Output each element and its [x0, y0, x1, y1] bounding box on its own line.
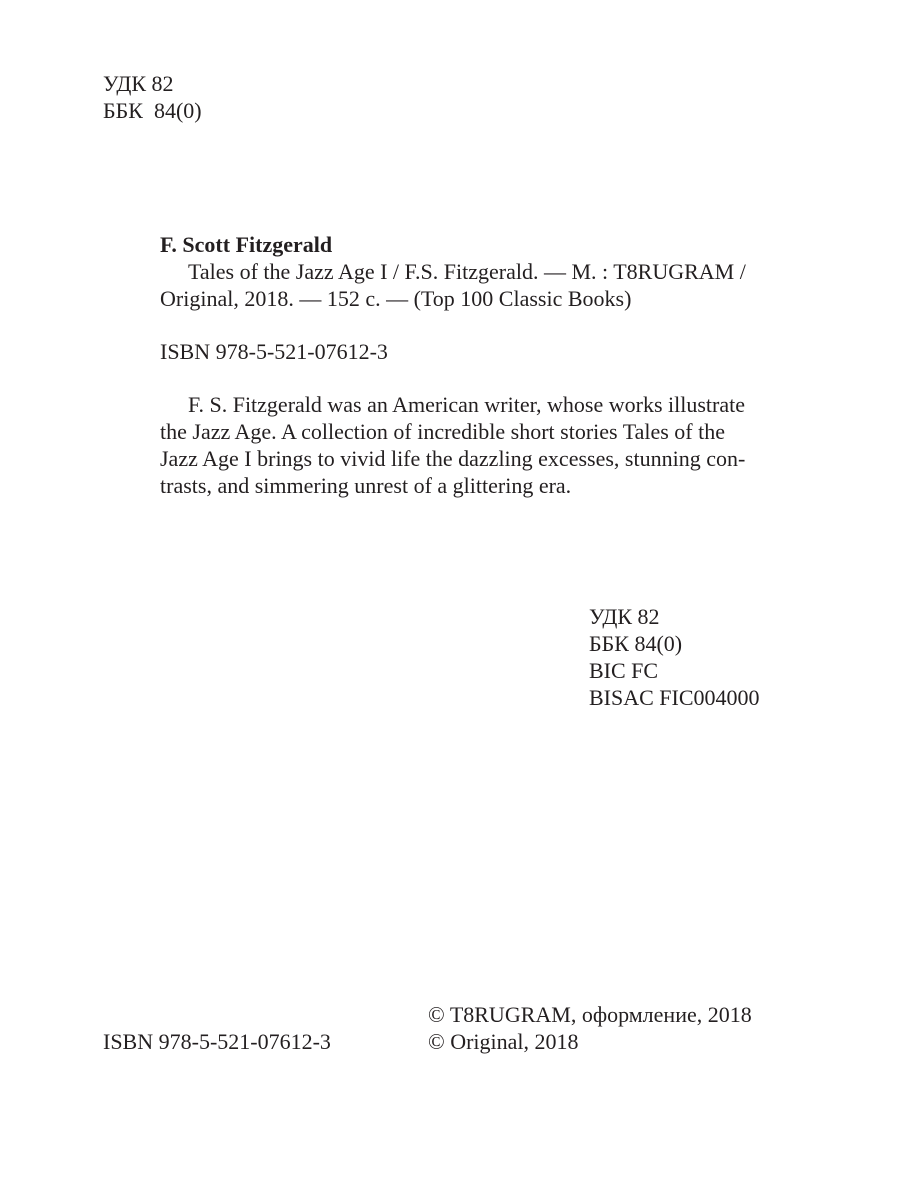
annotation-line-2: the Jazz Age. A collection of incredible short stories Tales of the	[160, 419, 726, 444]
bib-line-2: Original, 2018. — 152 c. — (Top 100 Classic Books)	[160, 286, 632, 311]
author-heading: F. Scott Fitzgerald	[160, 232, 333, 257]
bib-line-1: Tales of the Jazz Age I / F.S. Fitzgerald. — M. : T8RUGRAM /	[188, 259, 746, 284]
right-classification-codes	[589, 603, 760, 711]
isbn-footer: ISBN 978-5-521-07612-3	[103, 1029, 331, 1054]
bbk-code: ББК 84(0)	[103, 98, 202, 123]
bic-code: BIC FC	[589, 658, 659, 683]
bbk-code-right: ББК 84(0)	[589, 631, 683, 656]
bisac-code: BISAC FIC004000	[589, 685, 760, 710]
annotation-line-3: Jazz Age I brings to vivid life the dazzling excesses, stunning con-	[160, 446, 746, 471]
copyright-notice	[428, 1001, 752, 1055]
copyright-line-1: © T8RUGRAM, оформление, 2018	[428, 1002, 752, 1027]
copyright-line-2: © Original, 2018	[428, 1029, 579, 1054]
annotation-paragraph	[160, 391, 760, 499]
udk-code-right: УДК 82	[589, 604, 660, 629]
isbn-number: ISBN 978-5-521-07612-3	[160, 339, 388, 364]
udk-code: УДК 82	[103, 71, 174, 96]
annotation-line-4: trasts, and simmering unrest of a glittering era.	[160, 473, 572, 498]
bibliographic-entry	[160, 258, 760, 312]
top-classification-codes	[103, 70, 202, 124]
annotation-line-1: F. S. Fitzgerald was an American writer, whose works illustrate	[188, 392, 746, 417]
